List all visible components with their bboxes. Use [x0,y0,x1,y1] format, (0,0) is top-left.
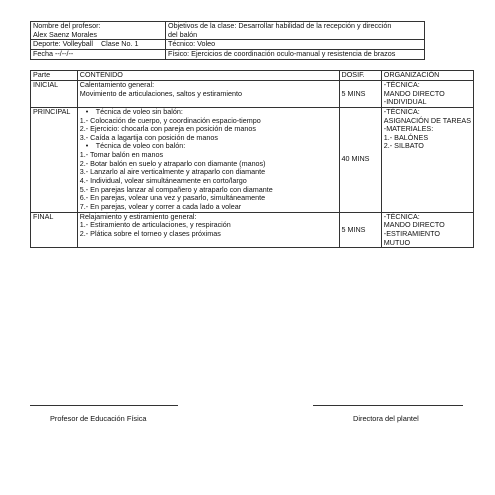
signature-label-profesor: Profesor de Educación Física [50,414,147,423]
contenido-line: 1.- Tomar balón en manos [79,150,164,160]
fase-inicial: INICIAL [31,81,78,108]
org-line: -TÉCNICA: [383,80,420,89]
row-inicial [31,81,474,108]
fase-principal: PRINCIPAL [31,107,78,212]
contenido-line: 3.- Caída a lagartija con posición de manos [79,132,219,142]
contenido-line: 7.- En parejas, volear y correr a cada lado a volear [79,201,242,211]
tiempo-final: 5 MINS [339,212,381,248]
profesor-cell [31,22,166,40]
fecha-cell [31,50,166,60]
org-inicial [381,81,473,108]
row-principal [31,107,474,212]
row-final [31,212,474,248]
fisico-cell [166,50,425,60]
header-parte: Parte [31,71,78,81]
signature-line-directora [313,405,463,406]
org-line: -TÉCNICA: [383,211,420,221]
header-organizacion: ORGANIZACIÓN [381,71,473,81]
org-line: -ESTIRAMIENTO [383,228,440,238]
contenido-line: 6.- En parejas, volear una vez y pasarlo, simultáneamente [79,193,266,203]
contenido-principal [77,107,339,212]
objetivo-line-2: del balón [168,29,198,39]
objetivo-line-1: Objetivos de la clase: Desarrollar habilidad de la recepción y dirección [168,21,392,30]
fisico-text: Físico: Ejercicios de coordinación oculo-manual y resistencia de brazos [168,49,396,59]
tecnico-text: Técnico: Voleo [168,39,216,49]
deporte-text: Deporte: Volleyball [33,39,93,49]
plan-header-row [31,71,474,81]
tecnico-cell [166,40,425,50]
org-line: MUTUO [383,237,411,247]
objetivo-cell [166,22,425,40]
org-line: ASIGNACIÓN DE TAREAS [383,115,471,125]
contenido-line: 1.- Estiramiento de articulaciones, y respiración [79,220,231,230]
org-line: 1.- BALÓNES [383,132,429,142]
contenido-line: 5.- En parejas lanzar al compañero y atraparlo con diamante [79,184,273,194]
signature-label-directora: Directora del plantel [353,414,419,423]
org-final [381,212,473,248]
contenido-line: Movimiento de articulaciones, saltos y estiramiento [79,88,242,98]
org-line: MANDO DIRECTO [383,88,445,98]
contenido-bullet-line: • Técnica de voleo con balón: [80,142,337,151]
org-line: 2.- SILBATO [383,141,424,151]
tiempo-inicial: 5 MINS [339,81,381,108]
org-line: MANDO DIRECTO [383,220,445,230]
org-line: -INDIVIDUAL [383,97,427,107]
plan-table [30,70,474,248]
clase-text: Clase No. 1 [100,39,139,49]
contenido-line: 2.- Botar balón en suelo y atraparlo con diamante (manos) [79,158,266,168]
header-dosif: DOSIF. [339,71,381,81]
contenido-line: 2.- Ejercicio: chocarla con pareja en posición de manos [79,124,256,134]
contenido-line: Relajamiento y estiramiento general: [79,211,197,221]
contenido-line: 1.- Colocación de cuerpo, y coordinación espacio-tiempo [79,115,261,125]
profesor-name: Alex Saenz Morales [33,29,97,39]
contenido-line: 2.- Plática sobre el torneo y clases próximas [79,228,221,238]
fecha-text: Fecha --/--/-- [33,49,74,59]
contenido-line: 4.- Individual, volear simultáneamente en corto/largo [79,176,247,186]
profesor-label: Nombre del profesor: [33,21,101,30]
contenido-bullet-line: • Técnica de voleo sin balón: [80,108,337,117]
org-principal [381,107,473,212]
header-contenido: CONTENIDO [77,71,339,81]
org-line: -TÉCNICA: [383,106,420,116]
contenido-inicial [77,81,339,108]
org-line: -MATERIALES: [383,124,434,134]
contenido-final [77,212,339,248]
tiempo-principal: 40 MINS [339,107,381,212]
fase-final: FINAL [31,212,78,248]
contenido-line: 3.- Lanzarlo al aire verticalmente y atraparlo con diamante [79,167,266,177]
signature-line-profesor [30,405,178,406]
contenido-line: Calentamiento general: [79,80,155,89]
header-table [30,21,425,60]
deporte-cell [31,40,166,50]
